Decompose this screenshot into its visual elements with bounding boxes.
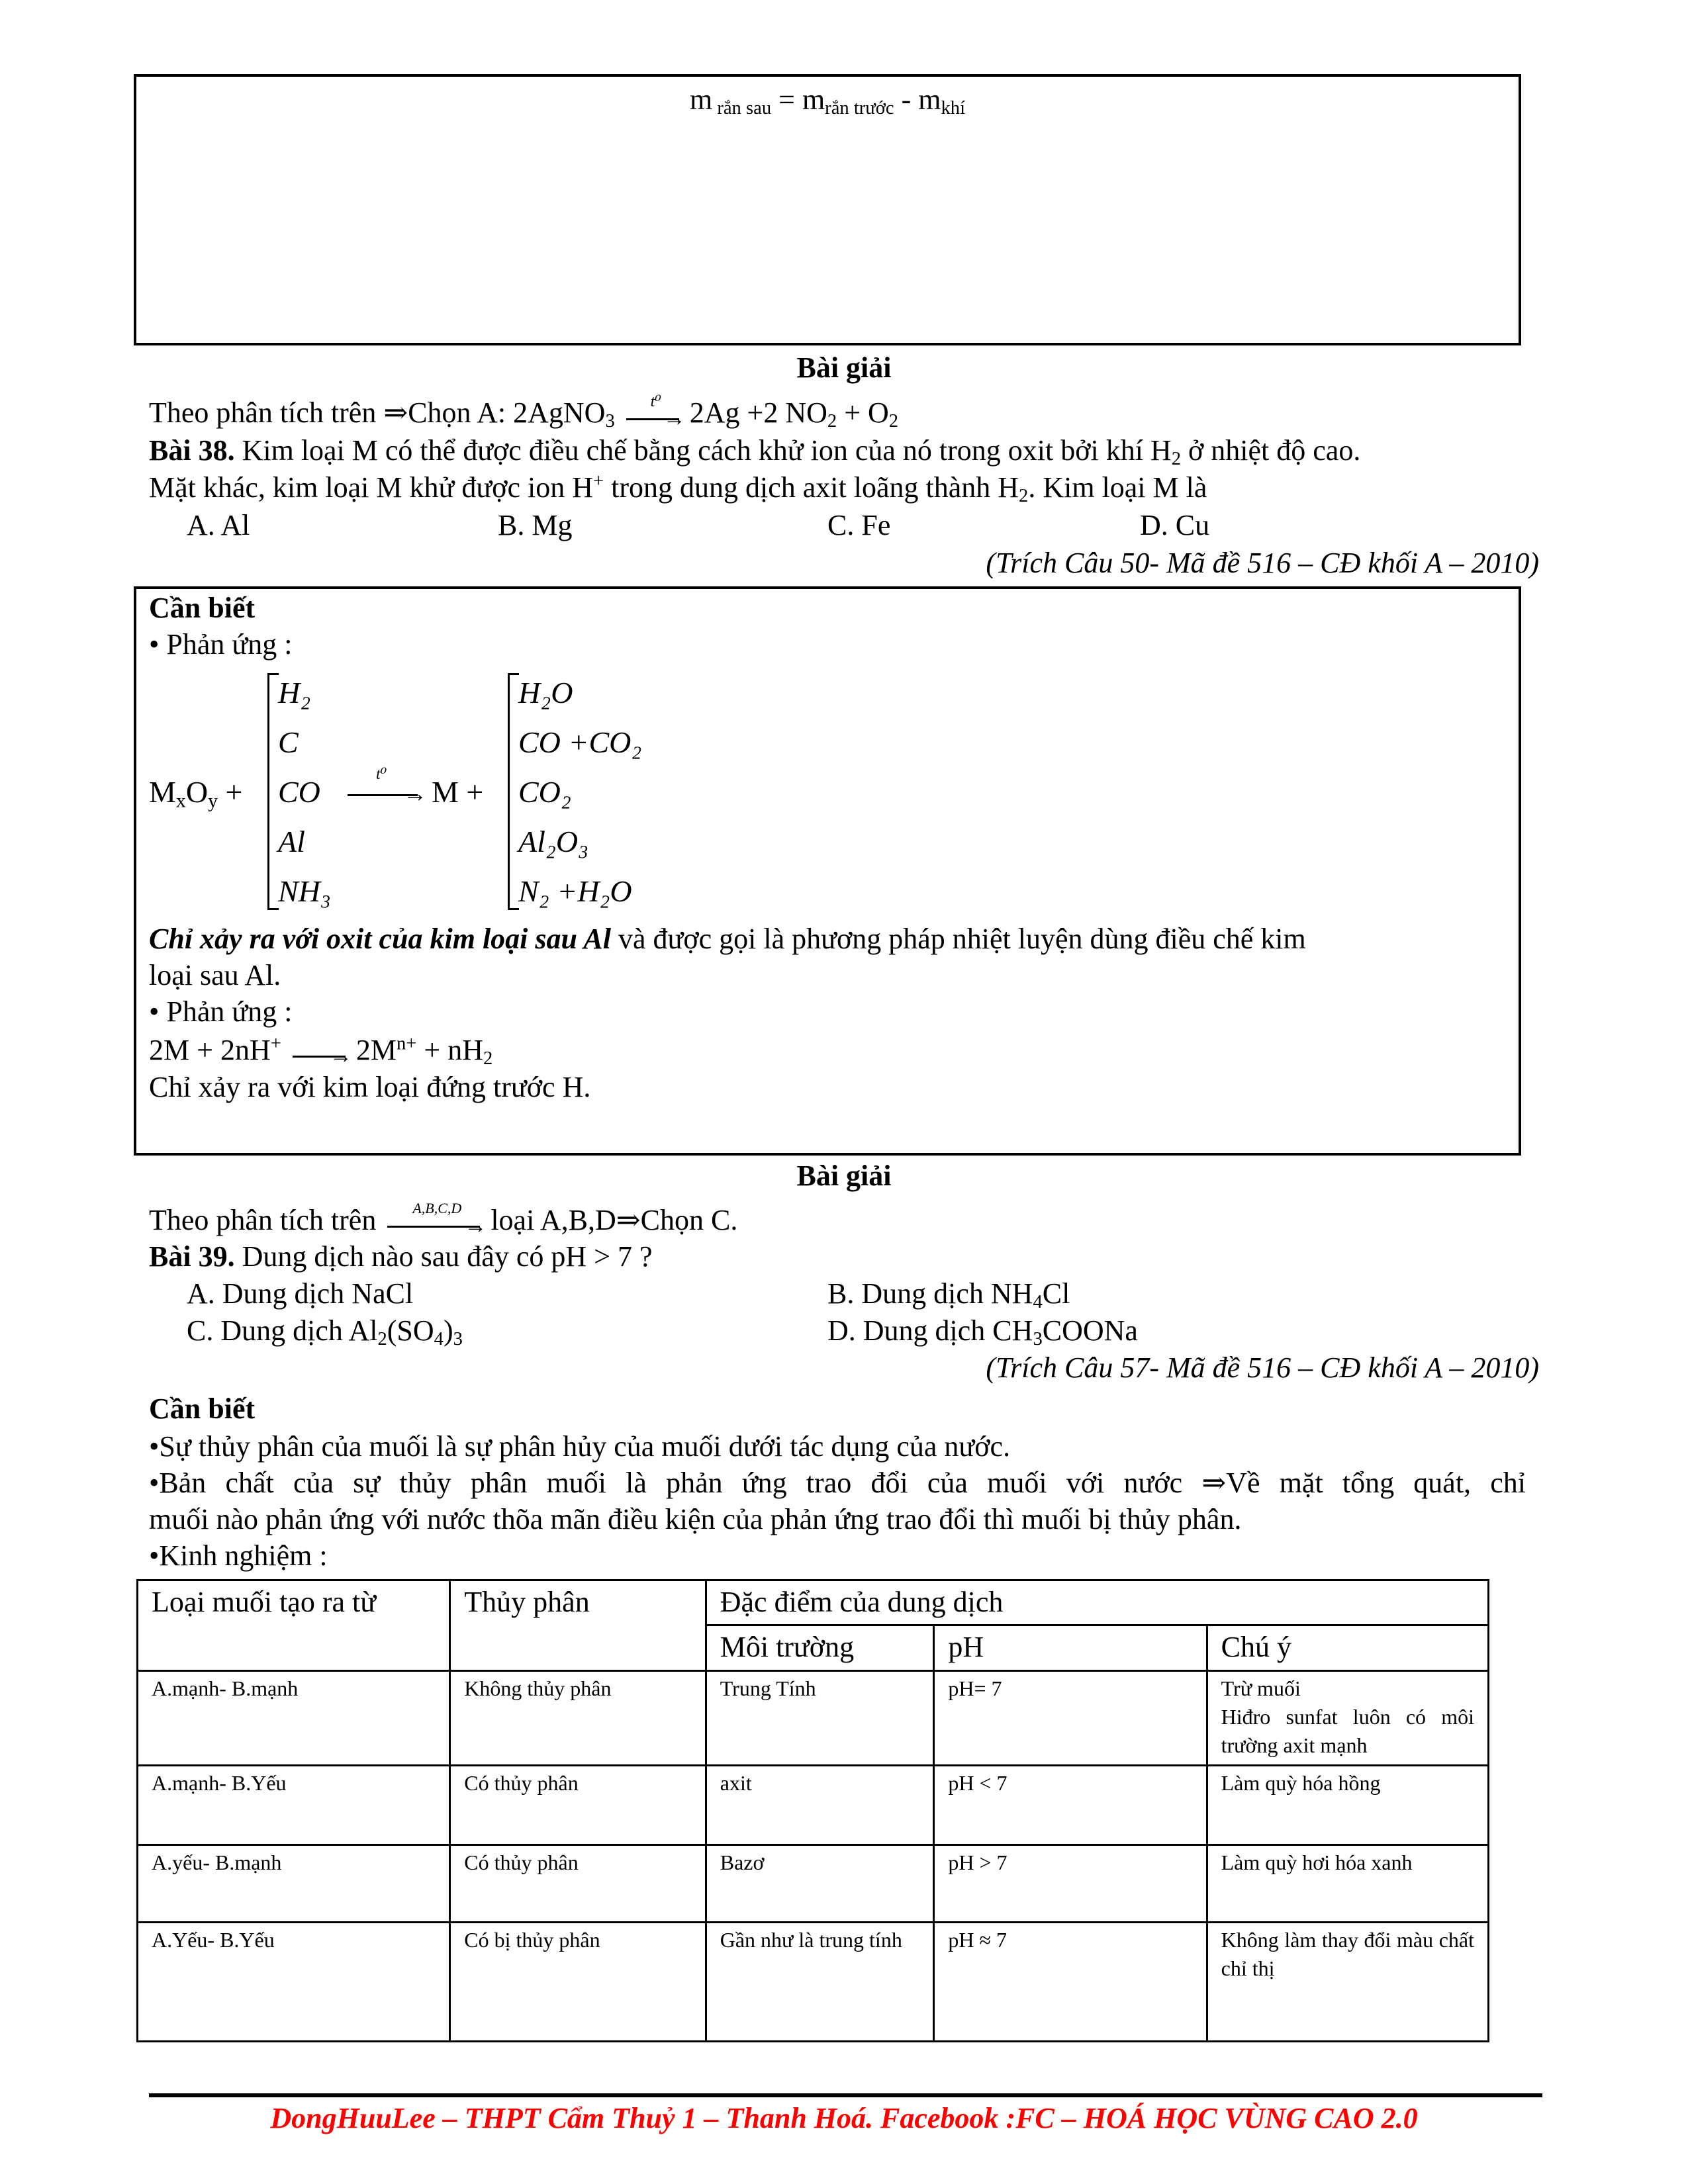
header-environment: Môi trường [706, 1625, 934, 1670]
knowledge-heading: Cần biết [149, 592, 256, 624]
citation: (Trích Câu 57- Mã đề 516 – CĐ khối A – 2010) [986, 1351, 1539, 1384]
bullet-item: •Sự thủy phân của muối là sự phân hủy của muối dưới tác dụng của nước. [149, 1430, 1011, 1463]
solution-38-line: Theo phân tích trên A,B,C,D → loại A,B,D⇒Chọn C. [149, 1199, 738, 1238]
bullet-icon: • [149, 1467, 160, 1499]
reaction-arrow-icon: A,B,C,D → [387, 1208, 487, 1238]
product-item: CO +CO₂ [518, 725, 642, 759]
table-row: A.mạnh- B.Yếu Có thủy phân axit pH < 7 Làm quỳ hóa hồng [138, 1765, 1489, 1844]
header-hydrolysis: Thủy phân [450, 1580, 706, 1671]
implies-icon: ⇒ [1201, 1467, 1227, 1499]
bullet-item: •Bản chất của sự thủy phân muối là phản ứng trao đổi của muối với nước ⇒Về mặt tổng quát, chỉ [149, 1467, 1526, 1499]
option-d: D. Dung dịch $CH_3COONa$ [827, 1314, 1138, 1350]
solution-title: Bài giải [796, 1160, 892, 1192]
bullet-item: • Phản ứng : [149, 628, 293, 660]
bullet-icon: • [149, 1430, 160, 1463]
knowledge-heading: Cần biết [149, 1392, 256, 1425]
table-row: A.mạnh- B.mạnh Không thủy phân Trung Tính pH= 7 Trừ muối Hiđro sunfat luôn có môi trường axit mạnh [138, 1670, 1489, 1765]
problem-38-line1: Bài 38. Kim loại M có thể được điều chế bằng cách khử ion của nó trong oxit bởi khí $H_2$ ở nhiệt độ cao. [149, 434, 1361, 470]
note-line2: loại sau Al. [149, 959, 281, 991]
note-line3: Chỉ xảy ra với kim loại đứng trước H. [149, 1071, 591, 1103]
bullet-item: •Kinh nghiệm : [149, 1539, 328, 1572]
problem-label: Bài 38. [149, 434, 235, 467]
acid-reaction: 2M + 2nH+ → $2M^{n+} + nH_2$ [149, 1033, 493, 1069]
hydrolysis-table [136, 1579, 1489, 2042]
reaction-arrow-icon: t⁰ → [344, 772, 427, 812]
product-bracket [508, 673, 519, 910]
metal-product: M + [432, 775, 484, 809]
mass-formula: m $_{rắn sau} = m_{rắn trước} - m_{khí}$ [689, 83, 966, 119]
product-item: Al₂O₃ [518, 825, 589, 858]
footer-divider [149, 2093, 1542, 2097]
option-a: A. Dung dịch NaCl [187, 1277, 414, 1310]
reagent-item: NH₃ [278, 874, 331, 908]
reaction-arrow-icon: t⁰ → [626, 401, 686, 430]
solution-title: Bài giải [796, 351, 892, 384]
problem-39-line: Bài 39. Dung dịch nào sau đây có pH > 7 ? [149, 1240, 653, 1273]
table-row: A.yếu- B.mạnh Có thủy phân Bazơ pH > 7 Làm quỳ hơi hóa xanh [138, 1844, 1489, 1922]
option-b: B. Mg [498, 509, 573, 541]
option-a: A. Al [187, 509, 250, 541]
bullet-icon: • [149, 628, 160, 660]
citation: (Trích Câu 50- Mã đề 516 – CĐ khối A – 2010) [986, 547, 1539, 579]
product-item: H₂O [518, 676, 573, 709]
reagent-bracket [267, 673, 279, 910]
header-solution-traits: Đặc điểm của dung dịch [706, 1580, 1488, 1625]
implies-icon: ⇒ [616, 1204, 641, 1236]
bullet-item: • Phản ứng : [149, 995, 293, 1028]
product-item: CO₂ [518, 775, 571, 809]
oxide-formula: $M_xO_y$ + [149, 775, 243, 812]
header-note: Chú ý [1207, 1625, 1488, 1670]
reagent-item: Al [278, 825, 305, 858]
header-ph: pH [934, 1625, 1207, 1670]
product-item: N₂ +H₂O [518, 874, 632, 908]
header-salt-type: Loại muối tạo ra từ [138, 1580, 450, 1671]
bullet-continuation: muối nào phản ứng với nước thõa mãn điều kiện của phản ứng trao đổi thì muối bị thủy phân. [149, 1503, 1242, 1535]
option-c: C. Dung dịch $Al_2(SO_4)_3$ [187, 1314, 463, 1350]
option-b: B. Dung dịch $NH_4Cl$ [827, 1277, 1070, 1313]
reagent-item: C [278, 725, 299, 759]
problem-label: Bài 39. [149, 1240, 235, 1273]
reagent-item: CO [278, 775, 320, 809]
bullet-icon: • [149, 1539, 160, 1572]
footer-credit: DongHuuLee – THPT Cẩm Thuỷ 1 – Thanh Hoá. Facebook :FC – HOÁ HỌC VÙNG CAO 2.0 [270, 2102, 1418, 2134]
bullet-icon: • [149, 995, 160, 1028]
table-row: A.Yếu- B.Yếu Có bị thủy phân Gần như là trung tính pH ≈ 7 Không làm thay đổi màu chất chỉ thị [138, 1922, 1489, 2041]
table-header-row [138, 1580, 1489, 1625]
reagent-item: H₂ [278, 676, 311, 709]
problem-38-line2: Mặt khác, kim loại M khử được ion H+ trong dung dịch axit loãng thành $H_2$. Kim loại M là [149, 471, 1207, 507]
note-line1: Chỉ xảy ra với oxit của kim loại sau Al và được gọi là phương pháp nhiệt luyện dùng điều chế kim [149, 923, 1306, 955]
option-d: D. Cu [1140, 509, 1210, 541]
implies-icon: ⇒ [383, 396, 408, 429]
solution-37-line: Theo phân tích trên ⇒Chọn A: 2AgNO$_3$ t⁰ → 2Ag +2 $NO_2 + O_2$ [149, 392, 899, 432]
option-c: C. Fe [827, 509, 891, 541]
reaction-arrow-icon: → [293, 1038, 352, 1068]
